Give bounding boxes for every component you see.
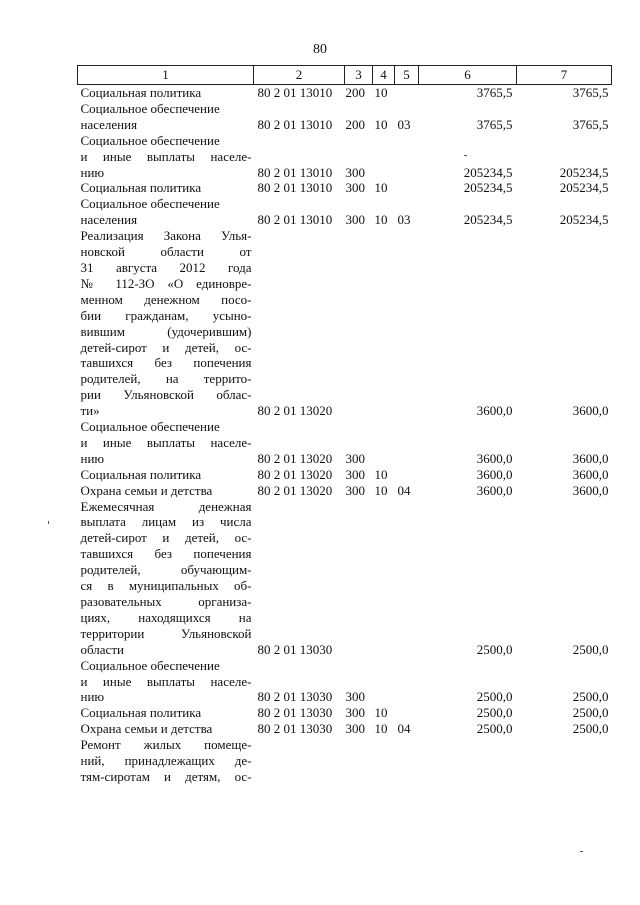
row-col5-cell <box>395 658 419 706</box>
row-name-line: Социальная политика <box>80 466 202 482</box>
page-number: 80 <box>313 42 327 57</box>
row-name-cell <box>78 85 254 101</box>
row-col5-cell <box>395 419 419 467</box>
row-value7-cell: 3600,0 <box>572 482 609 498</box>
row-col5-cell <box>395 705 419 721</box>
row-value7-cell: 2500,0 <box>572 721 609 737</box>
table-row <box>78 133 612 181</box>
scan-speck <box>48 521 49 524</box>
row-name-line: нию <box>80 450 105 466</box>
row-name-line: менном денежном посо- <box>80 291 252 307</box>
row-col3-cell <box>345 499 373 658</box>
row-code-cell: 80 2 01 13020 <box>257 403 333 419</box>
row-name-line: Ежемесячная денежная <box>80 498 252 514</box>
row-col3-cell: 300 <box>345 164 365 180</box>
table-row <box>78 705 612 721</box>
row-name-line: Реализация Закона Улья- <box>80 228 252 244</box>
row-value7-cell: 2500,0 <box>572 705 609 721</box>
row-value6-cell: 2500,0 <box>476 689 513 705</box>
row-code-cell: 80 2 01 13030 <box>257 689 333 705</box>
row-name-line: ний, принадлежащих де- <box>80 753 252 769</box>
row-name-cell <box>78 180 254 196</box>
row-name-line: ся в муниципальных об- <box>80 578 252 594</box>
row-name-cell <box>78 101 254 133</box>
row-col3-cell: 200 <box>345 116 365 132</box>
header-col-1: 1 <box>78 66 254 85</box>
row-name-cell <box>78 705 254 721</box>
row-value6-cell: 2500,0 <box>476 641 513 657</box>
row-name-line: разовательных организа- <box>80 594 252 609</box>
row-name-cell <box>78 133 254 181</box>
row-col4-cell: 10 <box>374 482 388 498</box>
row-name-line: Социальная политика <box>80 180 202 196</box>
row-col5-cell: 04 <box>397 482 411 498</box>
row-code-cell <box>254 737 345 785</box>
row-col5-cell: 03 <box>397 212 411 228</box>
row-name-line: 31 августа 2012 года <box>80 259 252 275</box>
row-col5-cell: 03 <box>397 116 411 132</box>
row-col4-cell: 10 <box>374 180 388 196</box>
row-code-cell: 80 2 01 13030 <box>257 641 333 657</box>
row-value7-cell: 3765,5 <box>572 116 609 132</box>
table-row <box>78 196 612 228</box>
row-code-cell: 80 2 01 13030 <box>257 705 333 721</box>
row-name-line: Социальное обеспечение <box>80 419 220 435</box>
row-col3-cell: 300 <box>345 212 365 228</box>
row-code-cell: 80 2 01 13010 <box>257 164 333 180</box>
row-code-cell: 80 2 01 13020 <box>257 466 333 482</box>
table-row <box>78 228 612 419</box>
row-value6-cell: 3600,0 <box>476 403 513 419</box>
table-row <box>78 101 612 133</box>
budget-table <box>77 65 612 785</box>
row-value6-cell: 205234,5 <box>463 180 513 196</box>
row-name-line: и иные выплаты населе- <box>80 148 252 164</box>
row-name-line: Социальное обеспечение <box>80 132 220 148</box>
row-col4-cell <box>373 419 395 467</box>
row-code-cell: 80 2 01 13020 <box>257 482 333 498</box>
row-name-cell <box>78 721 254 737</box>
row-name-line: нию <box>80 689 105 705</box>
row-col3-cell: 300 <box>345 689 365 705</box>
row-name-cell <box>78 467 254 483</box>
header-col-2: 2 <box>254 66 345 85</box>
row-name-line: тям-сиротам и детям, ос- <box>80 768 252 784</box>
table-row <box>78 658 612 706</box>
table-row <box>78 483 612 499</box>
row-name-line: рии Ульяновской облас- <box>80 387 252 403</box>
row-value6-cell: 3765,5 <box>476 116 513 132</box>
row-name-line: Охрана семьи и детства <box>80 482 213 498</box>
row-value6-cell: 205234,5 <box>463 212 513 228</box>
row-col3-cell: 200 <box>345 85 365 100</box>
row-value7-cell: 205234,5 <box>559 212 609 228</box>
row-name-line: Социальная политика <box>80 705 202 721</box>
row-name-line: Социальная политика <box>80 85 202 100</box>
table-row <box>78 721 612 737</box>
row-col3-cell: 300 <box>345 705 365 721</box>
row-value6-cell: 3600,0 <box>476 466 513 482</box>
row-code-cell: 80 2 01 13020 <box>257 450 333 466</box>
row-col3-cell: 300 <box>345 450 365 466</box>
row-name-line: населения <box>80 116 138 132</box>
row-name-line: родителей, на террито- <box>80 371 252 387</box>
table-header-row <box>78 66 612 85</box>
row-name-line: детей-сирот и детей, ос- <box>80 530 252 546</box>
header-col-5: 5 <box>395 66 419 85</box>
header-col-6: 6 <box>419 66 517 85</box>
row-name-cell <box>78 737 254 785</box>
row-col3-cell: 300 <box>345 721 365 737</box>
row-name-line: вившим (удочерившим) <box>80 323 252 339</box>
row-name-line: области <box>80 641 124 657</box>
row-col3-cell <box>345 228 373 419</box>
row-col3-cell: 300 <box>345 482 365 498</box>
row-code-cell: 80 2 01 13010 <box>257 85 333 100</box>
row-value7-cell <box>517 737 612 785</box>
row-value7-cell: 2500,0 <box>572 689 609 705</box>
row-name-line: ти» <box>80 403 100 419</box>
table-row <box>78 467 612 483</box>
row-value6-cell: 2500,0 <box>476 721 513 737</box>
row-name-line: Социальное обеспечение <box>80 100 220 116</box>
table-row <box>78 180 612 196</box>
table-row <box>78 85 612 101</box>
row-name-line: бии гражданам, усыно- <box>80 307 252 323</box>
row-col5-cell <box>395 133 419 181</box>
row-name-cell <box>78 658 254 706</box>
row-name-line: и иные выплаты населе- <box>80 673 252 689</box>
table-body <box>78 85 612 785</box>
row-name-cell <box>78 419 254 467</box>
row-col3-cell: 300 <box>345 466 365 482</box>
row-value7-cell: 2500,0 <box>572 641 609 657</box>
row-value6-cell: 2500,0 <box>476 705 513 721</box>
row-col5-cell <box>395 180 419 196</box>
row-name-line: территории Ульяновской <box>80 625 252 641</box>
row-col5-cell <box>395 228 419 419</box>
row-name-line: новской области от <box>80 244 252 260</box>
row-value6-cell <box>419 737 517 785</box>
row-col4-cell: 10 <box>374 721 388 737</box>
row-name-line: нию <box>80 164 105 180</box>
row-name-line: Охрана семьи и детства <box>80 721 213 737</box>
row-code-cell: 80 2 01 13010 <box>257 180 333 196</box>
row-name-line: выплата лицам из числа <box>80 514 252 530</box>
header-col-4: 4 <box>373 66 395 85</box>
row-name-line: Ремонт жилых помеще- <box>80 737 252 753</box>
row-value7-cell: 205234,5 <box>559 164 609 180</box>
row-code-cell: 80 2 01 13030 <box>257 721 333 737</box>
row-name-cell <box>78 228 254 419</box>
row-value6-cell: 3765,5 <box>476 85 513 100</box>
row-col4-cell: 10 <box>374 466 388 482</box>
row-name-line: № 112-ЗО «О единовре- <box>80 275 252 291</box>
row-col4-cell <box>373 133 395 181</box>
row-name-line: Социальное обеспечение <box>80 196 220 212</box>
row-name-line: населения <box>80 212 138 228</box>
row-col3-cell: 300 <box>345 180 365 196</box>
row-name-line: тавшихся без попечения <box>80 355 252 371</box>
header-col-7: 7 <box>517 66 612 85</box>
row-name-cell <box>78 483 254 499</box>
row-code-cell: 80 2 01 13010 <box>257 116 333 132</box>
row-name-line: детей-сирот и детей, ос- <box>80 339 252 355</box>
row-col4-cell: 10 <box>374 212 388 228</box>
row-name-line: и иные выплаты населе- <box>80 434 252 450</box>
row-col3-cell <box>345 737 373 785</box>
row-col4-cell: 10 <box>374 85 388 100</box>
row-name-line: циях, находящихся на <box>80 609 252 625</box>
header-col-3: 3 <box>345 66 373 85</box>
row-name-cell <box>78 196 254 228</box>
row-col4-cell <box>373 737 395 785</box>
scan-speck <box>464 155 467 156</box>
row-col5-cell <box>395 85 419 101</box>
row-col5-cell: 04 <box>397 721 411 737</box>
row-value6-cell: 3600,0 <box>476 482 513 498</box>
row-col4-cell: 10 <box>374 116 388 132</box>
row-name-line: тавшихся без попечения <box>80 546 252 562</box>
row-value7-cell: 3600,0 <box>572 466 609 482</box>
row-value6-cell: 205234,5 <box>463 164 513 180</box>
row-value7-cell: 3765,5 <box>572 85 609 100</box>
row-col4-cell <box>373 499 395 658</box>
budget-table-container <box>77 65 611 785</box>
row-col5-cell <box>395 737 419 785</box>
row-value6-cell: 3600,0 <box>476 450 513 466</box>
row-code-cell: 80 2 01 13010 <box>257 212 333 228</box>
row-value7-cell: 3600,0 <box>572 450 609 466</box>
row-value7-cell: 3600,0 <box>572 403 609 419</box>
scan-speck <box>580 851 583 852</box>
row-col5-cell <box>395 467 419 483</box>
row-col4-cell: 10 <box>374 705 388 721</box>
row-name-line: родителей, обучающим- <box>80 562 252 578</box>
row-name-line: Социальное обеспечение <box>80 657 220 673</box>
table-row <box>78 499 612 658</box>
row-col4-cell <box>373 228 395 419</box>
table-row <box>78 737 612 785</box>
row-value7-cell: 205234,5 <box>559 180 609 196</box>
row-col5-cell <box>395 499 419 658</box>
table-row <box>78 419 612 467</box>
row-name-cell <box>78 499 254 658</box>
row-col4-cell <box>373 658 395 706</box>
